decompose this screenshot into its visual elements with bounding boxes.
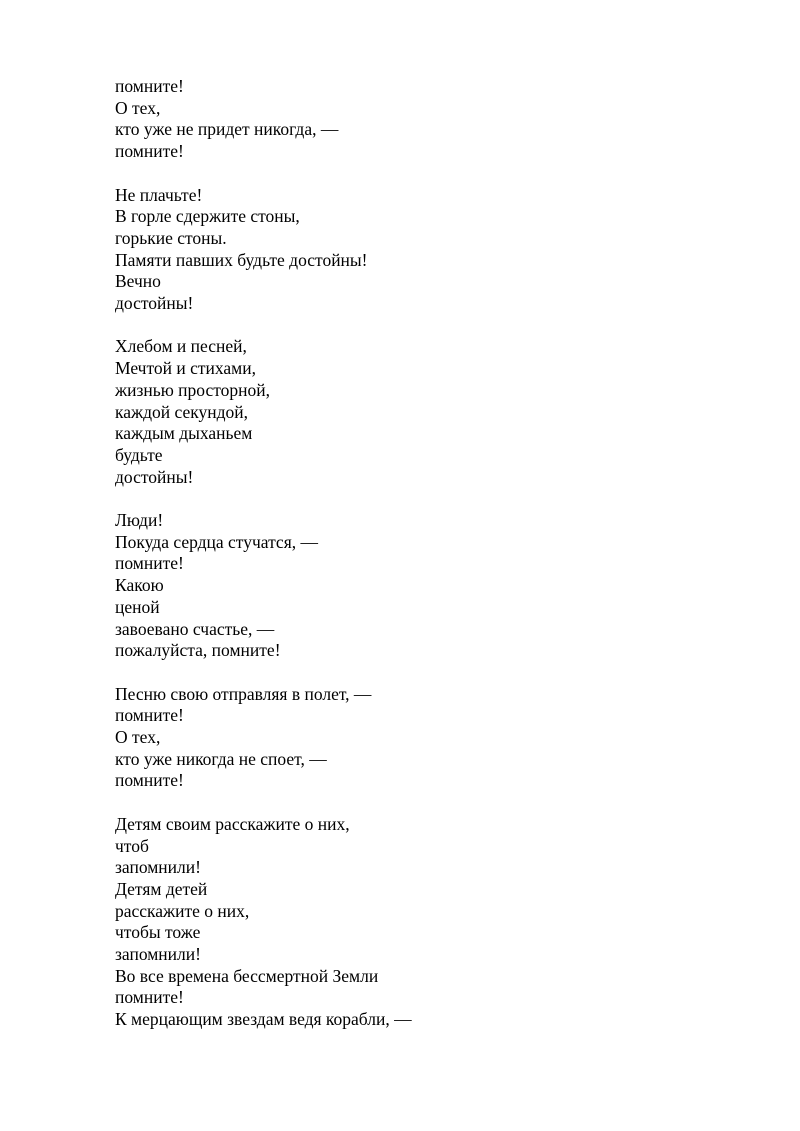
poem-line: горькие стоны. xyxy=(115,227,227,248)
poem-line: помните! xyxy=(115,705,184,726)
stanza xyxy=(115,76,755,163)
poem-line: помните! xyxy=(115,76,184,96)
poem-line: ценой xyxy=(115,596,160,617)
poem-line: запомнили! xyxy=(115,944,201,965)
poem-line: В горле сдержите стоны, xyxy=(115,206,300,227)
poem-line: чтоб xyxy=(115,835,149,856)
poem-line: достойны! xyxy=(115,466,194,487)
poem-line: Детям своим расскажите о них, xyxy=(115,813,350,834)
poem-line: пожалуйста, помните! xyxy=(115,640,281,661)
poem-line: Памяти павших будьте достойны! xyxy=(115,249,368,270)
poem-line: Не плачьте! xyxy=(115,184,203,205)
poem-line: О тех, xyxy=(115,727,161,748)
poem-line: К мерцающим звездам ведя корабли, — xyxy=(115,1009,412,1030)
poem-line: жизнью просторной, xyxy=(115,379,271,400)
poem-line: будьте xyxy=(115,444,163,465)
poem-line: О тех, xyxy=(115,97,161,118)
poem-line: Какою xyxy=(115,575,164,596)
poem-line: чтобы тоже xyxy=(115,922,201,943)
stanza xyxy=(115,684,755,793)
stanza xyxy=(115,185,755,315)
poem-line: Покуда сердца стучатся, — xyxy=(115,531,318,552)
poem-line: кто уже никогда не споет, — xyxy=(115,748,327,769)
poem-line: завоевано счастье, — xyxy=(115,618,275,639)
poem-line: кто уже не придет никогда, — xyxy=(115,119,339,140)
poem-line: Во все времена бессмертной Земли xyxy=(115,965,379,986)
poem-line: Вечно xyxy=(115,271,161,292)
poem-line: достойны! xyxy=(115,293,194,314)
poem-text xyxy=(115,76,755,1031)
poem-line: расскажите о них, xyxy=(115,900,250,921)
poem-line: помните! xyxy=(115,987,184,1008)
poem-line: Мечтой и стихами, xyxy=(115,358,256,379)
poem-line: помните! xyxy=(115,141,184,162)
poem-line: помните! xyxy=(115,553,184,574)
poem-line: помните! xyxy=(115,770,184,791)
poem-line: Детям детей xyxy=(115,878,208,899)
poem-line: Люди! xyxy=(115,510,164,531)
poem-line: каждой секундой, xyxy=(115,401,249,422)
poem-line: каждым дыханьем xyxy=(115,423,253,444)
poem-line: запомнили! xyxy=(115,857,201,878)
stanza xyxy=(115,814,755,1031)
stanza xyxy=(115,336,755,488)
stanza xyxy=(115,510,755,662)
poem-line: Песню свою отправляя в полет, — xyxy=(115,683,372,704)
poem-line: Хлебом и песней, xyxy=(115,336,247,357)
